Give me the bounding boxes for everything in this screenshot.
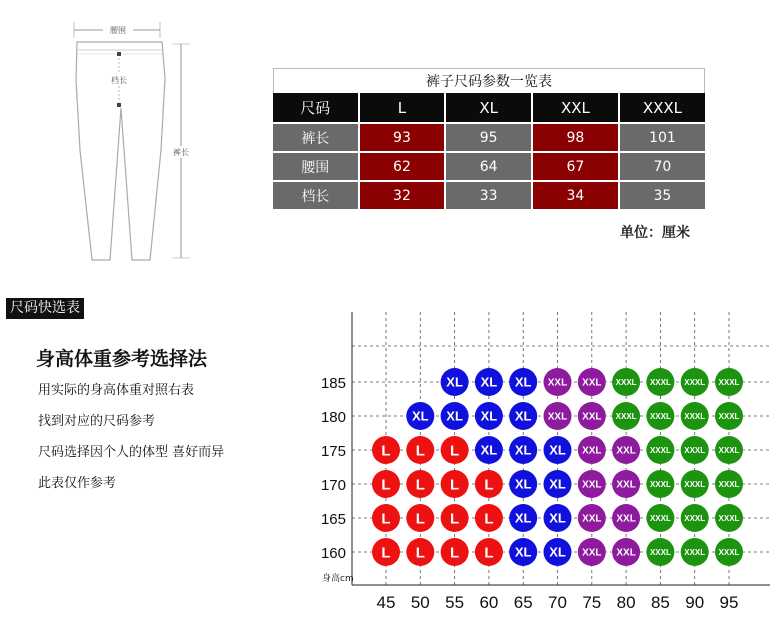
method-title: 身高体重参考选择法 — [36, 348, 208, 370]
size-marker-l — [441, 470, 469, 498]
table-cell: 101 — [620, 122, 705, 151]
size-circle-label: L — [381, 510, 391, 528]
table-row — [273, 180, 705, 209]
size-marker-xxxl — [715, 368, 743, 396]
table-cell: 33 — [446, 180, 533, 209]
size-circle-label: L — [450, 510, 460, 528]
tip-text: 找到对应的尺码参考 — [38, 414, 156, 429]
tip-text: 用实际的身高体重对照右表 — [38, 383, 195, 398]
size-circle-label: L — [415, 510, 425, 528]
size-marker-xl — [509, 470, 537, 498]
size-circle-label: XL — [514, 476, 532, 492]
size-marker-xxxl — [681, 470, 709, 498]
size-marker-xxl — [612, 470, 640, 498]
header-l: L — [360, 93, 447, 122]
header-size: 尺码 — [273, 93, 360, 122]
size-circle-label: L — [381, 544, 391, 562]
size-marker-xl — [509, 538, 537, 566]
size-marker-l — [475, 470, 503, 498]
size-circle-label: XXL — [582, 479, 602, 491]
x-tick-label: 75 — [582, 593, 602, 612]
table-cell: 98 — [533, 122, 620, 151]
size-marker-l — [475, 504, 503, 532]
size-circle-label: XL — [514, 510, 532, 526]
y-tick-label: 180 — [320, 409, 346, 426]
x-tick-label: 60 — [479, 593, 499, 612]
table-cell: 62 — [360, 151, 447, 180]
size-marker-l — [372, 436, 400, 464]
size-marker-xxxl — [646, 538, 674, 566]
size-marker-xxxl — [715, 402, 743, 430]
size-circle-label: XXXL — [718, 445, 740, 455]
size-marker-xl — [509, 436, 537, 464]
row-label-length: 裤长 — [273, 122, 360, 151]
unit-note: 单位：厘米 — [620, 225, 690, 241]
size-marker-xxl — [578, 402, 606, 430]
size-circle-label: XXL — [547, 411, 568, 423]
size-circle-label: XXXL — [684, 411, 706, 421]
size-circle-label: XXXL — [718, 479, 740, 489]
row-label-waist: 腰围 — [273, 151, 360, 180]
y-tick-label: 175 — [320, 443, 346, 460]
size-circle-label: XXXL — [684, 479, 706, 489]
size-circle-label: XXL — [616, 547, 636, 559]
size-marker-xxxl — [715, 504, 743, 532]
size-circle-label: XL — [411, 408, 429, 424]
x-tick-label: 45 — [376, 593, 396, 612]
size-circle-label: XL — [480, 442, 498, 458]
header-xxxl: XXXL — [620, 93, 705, 122]
size-marker-l — [372, 504, 400, 532]
size-circle-label: XL — [549, 476, 566, 492]
size-circle-label: XXL — [616, 513, 636, 525]
size-circle-label: XL — [549, 510, 566, 526]
size-circle-label: XXXL — [649, 547, 671, 557]
x-tick-label: 80 — [616, 593, 636, 612]
header-xl: XL — [446, 93, 533, 122]
table-cell: 67 — [533, 151, 620, 180]
size-marker-xxxl — [646, 504, 674, 532]
size-marker-l — [406, 436, 434, 464]
length-label: 裤长 — [173, 148, 189, 157]
size-circle-label: L — [450, 476, 460, 494]
size-marker-xxl — [578, 470, 606, 498]
size-circle-label: XXXL — [649, 377, 671, 387]
size-marker-xl — [544, 538, 572, 566]
size-marker-l — [441, 436, 469, 464]
size-marker-xxxl — [715, 436, 743, 464]
size-marker-xxxl — [612, 368, 640, 396]
x-tick-label: 55 — [445, 593, 465, 612]
size-marker-xxl — [612, 436, 640, 464]
x-tick-label: 90 — [685, 593, 705, 612]
size-marker-xl — [475, 402, 503, 430]
size-marker-l — [441, 504, 469, 532]
size-marker-xl — [509, 402, 537, 430]
crotch-label: 档长 — [111, 76, 127, 85]
size-circle-label: XXXL — [684, 547, 706, 557]
size-circle-label: XXXL — [718, 377, 740, 387]
x-tick-label: 50 — [410, 593, 430, 612]
size-circle-label: L — [415, 442, 425, 460]
size-circle-label: XL — [480, 408, 498, 424]
size-circle-label: XL — [514, 544, 532, 560]
x-tick-label: 65 — [513, 593, 533, 612]
size-marker-xxxl — [715, 470, 743, 498]
x-tick-label: 85 — [650, 593, 670, 612]
table-cell: 93 — [360, 122, 447, 151]
size-circle-label: XXL — [582, 513, 602, 525]
size-marker-xl — [544, 470, 572, 498]
size-circle-label: XL — [549, 544, 566, 560]
y-tick-label: 160 — [320, 545, 346, 562]
size-marker-l — [406, 504, 434, 532]
size-circle-label: XL — [514, 374, 532, 390]
size-marker-xxxl — [612, 402, 640, 430]
size-circle-label: XXL — [547, 377, 568, 389]
size-circle-label: L — [415, 544, 425, 562]
header-xxl: XXL — [533, 93, 620, 122]
y-axis-label: 身高cm — [322, 574, 354, 584]
size-circle-label: L — [484, 510, 494, 528]
size-marker-xl — [406, 402, 434, 430]
size-circle-label: XL — [446, 408, 463, 424]
size-circle-label: L — [484, 544, 494, 562]
size-circle-label: XXL — [582, 377, 602, 389]
size-circle-label: XXXL — [718, 547, 740, 557]
quick-pick-tag: 尺码快选表 — [6, 298, 84, 319]
size-circle-label: L — [415, 476, 425, 494]
size-marker-l — [475, 538, 503, 566]
size-marker-xxl — [578, 504, 606, 532]
size-circle-label: XL — [446, 374, 463, 390]
size-circle-label: XXXL — [615, 411, 637, 421]
y-tick-label: 165 — [320, 511, 346, 528]
size-circle-label: XXXL — [649, 479, 671, 489]
x-tick-label: 95 — [719, 593, 739, 612]
size-marker-l — [372, 538, 400, 566]
size-marker-xl — [544, 436, 572, 464]
size-marker-xxl — [612, 538, 640, 566]
table-cell: 32 — [360, 180, 447, 209]
size-circle-label: XXL — [582, 445, 602, 457]
size-chart — [310, 300, 770, 620]
size-marker-xl — [509, 504, 537, 532]
size-circle-label: XXL — [616, 445, 636, 457]
size-marker-xxxl — [681, 504, 709, 532]
size-marker-xl — [475, 368, 503, 396]
size-marker-l — [441, 538, 469, 566]
table-row — [273, 122, 705, 151]
size-marker-xxxl — [646, 368, 674, 396]
size-marker-xxl — [578, 368, 606, 396]
size-circle-label: XL — [514, 408, 532, 424]
waist-label: 腰围 — [110, 26, 126, 35]
size-marker-xxl — [544, 402, 572, 430]
size-marker-l — [406, 470, 434, 498]
size-circle-label: XXXL — [684, 513, 706, 523]
size-circle-label: XL — [514, 442, 532, 458]
tip-text: 尺码选择因个人的体型 喜好而异 — [38, 445, 225, 460]
size-circle-label: L — [381, 476, 391, 494]
size-marker-xxxl — [646, 402, 674, 430]
pants-diagram — [0, 0, 230, 270]
size-circle-label: XXXL — [684, 445, 706, 455]
size-circle-label: XXXL — [649, 411, 671, 421]
size-circle-label: XXXL — [718, 411, 740, 421]
size-marker-xxxl — [646, 470, 674, 498]
y-tick-label: 170 — [320, 477, 346, 494]
size-marker-xl — [544, 504, 572, 532]
size-marker-l — [372, 470, 400, 498]
size-marker-xxxl — [681, 436, 709, 464]
size-circle-label: XXL — [582, 411, 602, 423]
size-marker-xxl — [578, 436, 606, 464]
table-cell: 35 — [620, 180, 705, 209]
row-label-crotch: 档长 — [273, 180, 360, 209]
size-circle-label: L — [381, 442, 391, 460]
table-header-row — [273, 93, 705, 122]
size-circle-label: XL — [480, 374, 498, 390]
table-cell: 70 — [620, 151, 705, 180]
table-title: 裤子尺码参数一览表 — [273, 68, 705, 93]
size-circle-label: XXL — [582, 547, 602, 559]
size-parameter-table — [273, 68, 705, 209]
size-circle-label: L — [484, 476, 494, 494]
size-marker-l — [406, 538, 434, 566]
size-marker-xxxl — [646, 436, 674, 464]
size-marker-xxl — [612, 504, 640, 532]
size-marker-xl — [441, 402, 469, 430]
size-circle-label: XL — [549, 442, 566, 458]
size-circle-label: XXXL — [684, 377, 706, 387]
table-cell: 34 — [533, 180, 620, 209]
size-marker-xxxl — [681, 538, 709, 566]
size-circle-label: XXL — [616, 479, 636, 491]
table-cell: 64 — [446, 151, 533, 180]
size-marker-xxxl — [681, 368, 709, 396]
size-marker-xxxl — [681, 402, 709, 430]
size-marker-xl — [441, 368, 469, 396]
size-circle-label: L — [450, 544, 460, 562]
size-circle-label: XXXL — [718, 513, 740, 523]
x-tick-label: 70 — [548, 593, 567, 612]
y-tick-label: 185 — [320, 375, 346, 392]
size-circle-label: L — [450, 442, 460, 460]
size-marker-xl — [475, 436, 503, 464]
size-marker-xl — [509, 368, 537, 396]
size-circle-label: XXXL — [649, 513, 671, 523]
size-marker-xxl — [578, 538, 606, 566]
size-marker-xxl — [544, 368, 572, 396]
table-row — [273, 151, 705, 180]
size-circle-label: XXXL — [615, 377, 637, 387]
size-circle-label: XXXL — [649, 445, 671, 455]
table-cell: 95 — [446, 122, 533, 151]
tip-text: 此表仅作参考 — [38, 476, 117, 491]
size-marker-xxxl — [715, 538, 743, 566]
